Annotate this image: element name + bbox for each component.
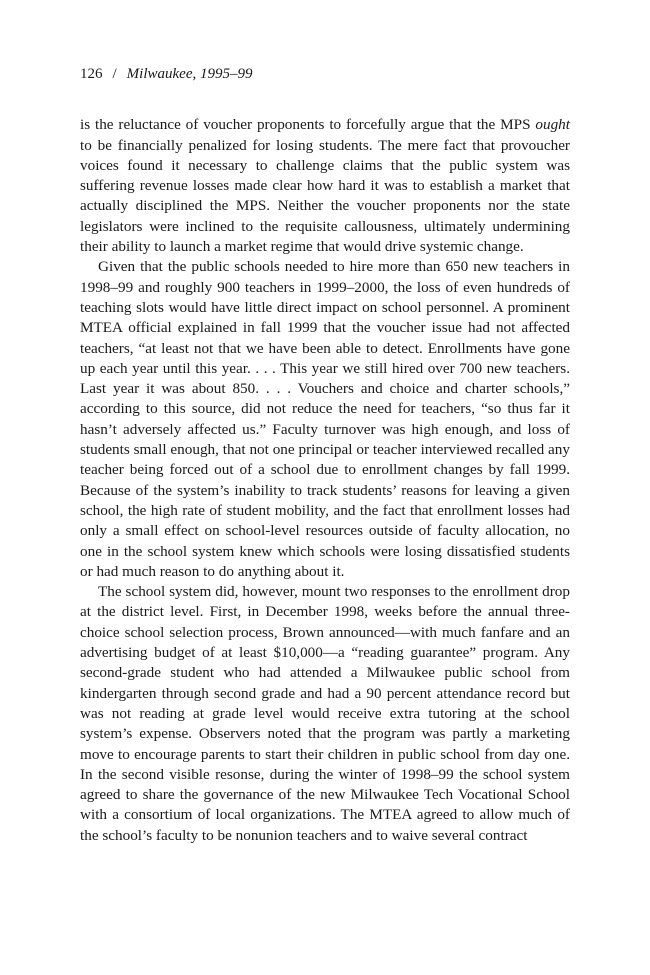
paragraph-1-emphasis: ought	[535, 116, 570, 134]
paragraph-1	[80, 115, 570, 257]
paragraph-3: The school system did, however, mount two responses to the enrollment drop at the district level. First, in December 1998, weeks before the annual three-choice school selection process, Brown announced—with much fanfare and an advertising budget of at least $10,000—a “reading guarantee” program. Any second-grade student who had attended a Milwaukee public school from kindergarten through second grade and had a 90 percent attendance record but was not reading at grade level would receive extra tutoring at the school system’s expense. Observers noted that the program was partly a marketing move to encourage parents to start their children in public school from day one. In the second visible resonse, during the winter of 1998–99 the school system agreed to share the governance of the new Milwaukee Tech Vocational School with a consortium of local organizations. The MTEA agreed to allow much of the school’s faculty to be nonunion teachers and to waive several contract	[80, 583, 570, 844]
paragraph-2: Given that the public schools needed to hire more than 650 new teachers in 1998–99 and roughly 900 teachers in 1999–2000, the loss of even hundreds of teaching slots would have little direct impact on school personnel. A prominent MTEA official explained in fall 1999 that the voucher issue had not affected teachers, “at least not that we have been able to detect. Enrollments have gone up each year until this year. . . . This year we still hired over 700 new teachers. Last year it was about 850. . . . Vouchers and choice and charter schools,” according to this source, did not reduce the need for teachers, “so thus far it hasn’t adversely affected us.” Faculty turnover was high enough, and loss of students small enough, that not one principal or teacher interviewed recalled any teacher being forced out of a school due to enrollment changes by fall 1999. Because of the system’s inability to track students’ reasons for leaving a given school, the high rate of student mobility, and the fact that enrollment losses had only a small effect on school-level resources outside of faculty allocation, no one in the school system knew which schools were losing dissatisfied students or had much reason to do anything about it.	[80, 258, 570, 580]
running-head	[80, 64, 570, 84]
running-title: Milwaukee, 1995–99	[126, 66, 253, 82]
header-separator: /	[112, 66, 117, 82]
paragraph-1-text-a: is the reluctance of voucher proponents to forcefully argue that the MPS	[80, 116, 536, 134]
page-number: 126	[80, 66, 103, 82]
book-page	[80, 64, 570, 846]
paragraph-1-text-b: to be financially penalized for losing students. The mere fact that provoucher voices found it necessary to challenge claims that the public system was suffering revenue losses made clear how hard it was to establish a market that actually disciplined the MPS. Neither the voucher proponents nor the state legislators were inclined to the requisite callousness, ultimately undermining their ability to launch a market regime that would drive systemic change.	[80, 136, 570, 256]
